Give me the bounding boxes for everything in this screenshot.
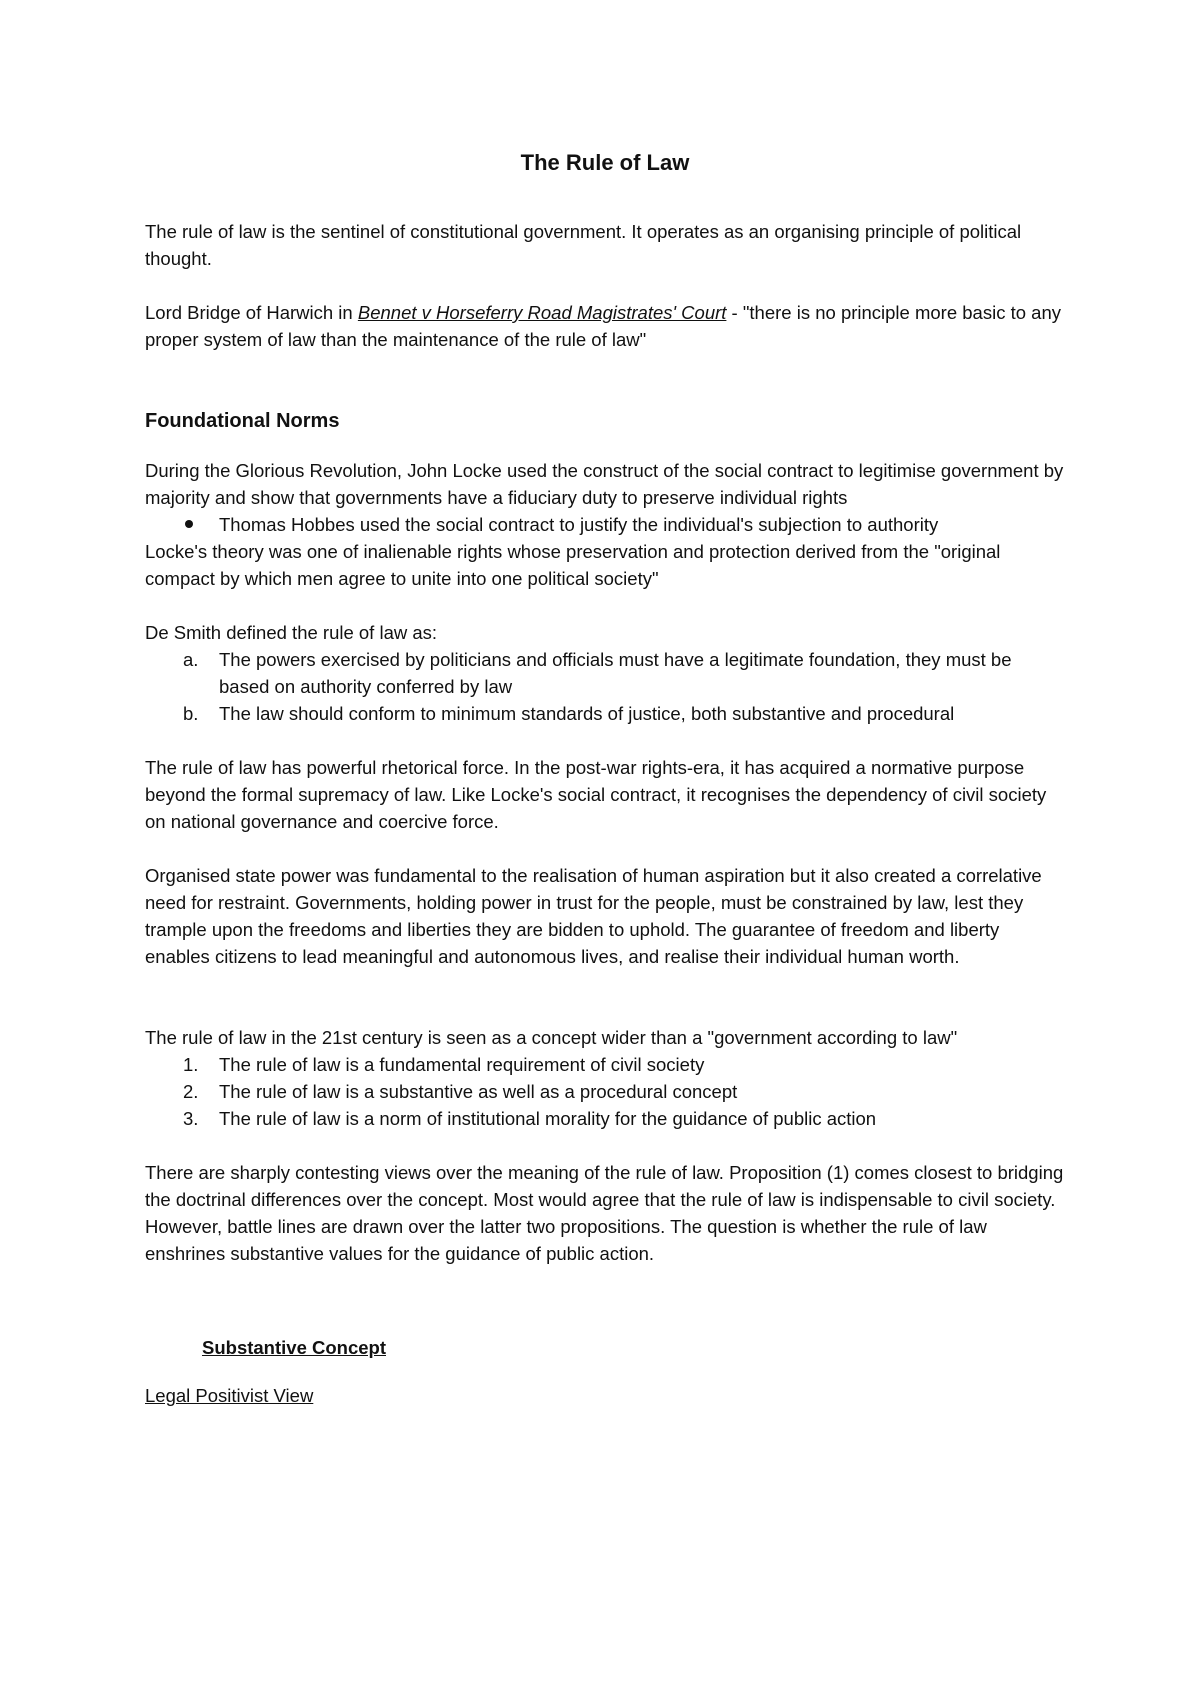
de-smith-list [145,646,1065,727]
list-marker: 2. [183,1081,199,1102]
intro-quote-prefix: Lord Bridge of Harwich in [145,302,358,323]
list-marker: 1. [183,1054,199,1075]
section-heading-substantive-concept: Substantive Concept [202,1337,386,1358]
contesting-views-paragraph: There are sharply contesting views over the meaning of the rule of law. Proposition (1) comes closest to bridging the doctrinal differences over the concept. Most would agree that the rule of law is indispensable to civil society. However, battle lines are drawn over the latter two propositions. The question is whether the rule of law enshrines substantive values for the guidance of public action. [145,1162,1064,1264]
intro-paragraph-2 [145,299,1065,353]
list-item [145,1105,1065,1132]
list-item [145,1078,1065,1105]
propositions-list [145,1051,1065,1132]
twenty-first-century-paragraph: The rule of law in the 21st century is seen as a concept wider than a "government according to law" [145,1027,958,1048]
list-item-text: The law should conform to minimum standards of justice, both substantive and procedural [219,703,955,724]
locke-paragraph: During the Glorious Revolution, John Locke used the construct of the social contract to legitimise government by majority and show that governments have a fiduciary duty to preserve individual rights [145,460,1064,508]
list-item-text: The rule of law is a norm of institutional morality for the guidance of public action [219,1108,877,1129]
rhetorical-force-paragraph: The rule of law has powerful rhetorical force. In the post-war rights-era, it has acquired a normative purpose beyond the formal supremacy of law. Like Locke's social contract, it recognises the dependency of civil society on national governance and coercive force. [145,757,1047,832]
list-item [145,700,1065,727]
intro-quote-text: - "there is no principle more basic to any proper system of law than the maintenance of the rule of law" [145,302,1061,350]
case-citation: Bennet v Horseferry Road Magistrates' Court [357,302,727,323]
list-item [145,1051,1065,1078]
hobbes-bullet-text: Thomas Hobbes used the social contract to justify the individual's subjection to authority [219,514,939,535]
list-item-text: The powers exercised by politicians and officials must have a legitimate foundation, they must be based on authority conferred by law [219,649,1012,697]
intro-paragraph-1: The rule of law is the sentinel of constitutional government. It operates as an organising principle of political thought. [145,221,1022,269]
list-item [145,646,1065,700]
list-marker: b. [183,703,199,724]
locke-theory-paragraph: Locke's theory was one of inalienable rights whose preservation and protection derived from the "original compact by which men agree to unite into one political society" [145,541,1001,589]
bullet-icon [185,520,193,528]
section-heading-foundational-norms: Foundational Norms [145,410,340,432]
hobbes-bullet-item [145,511,1065,538]
list-item-text: The rule of law is a fundamental requirement of civil society [219,1054,705,1075]
list-marker: a. [183,649,199,670]
document-body [145,148,1065,1409]
list-marker: 3. [183,1108,199,1129]
de-smith-intro: De Smith defined the rule of law as: [145,622,438,643]
list-item-text: The rule of law is a substantive as well as a procedural concept [219,1081,738,1102]
document-title: The Rule of Law [520,150,690,175]
state-power-paragraph: Organised state power was fundamental to the realisation of human aspiration but it also created a correlative need for restraint. Governments, holding power in trust for the people, must be constrained by law, lest they trample upon the freedoms and liberties they are bidden to uphold. The guarantee of freedom and liberty enables citizens to lead meaningful and autonomous lives, and realise their individual human worth. [145,865,1042,967]
subheading-legal-positivist-view: Legal Positivist View [145,1385,314,1406]
